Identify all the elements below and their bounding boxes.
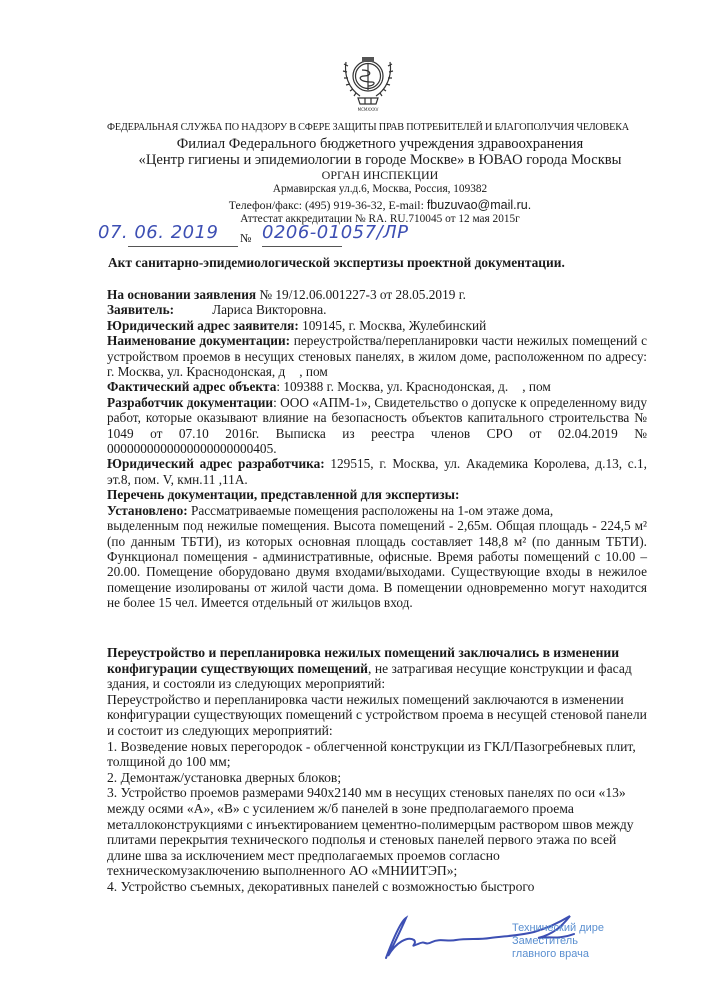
applicant-address-value: 109145, г. Москва, Жулебинский [298,317,487,333]
doc-name-value: переустройства/перепланировки части нежилых помещений с устройством проемов в несущих стеновых панелях, в жилом доме, расположенном по адресу: г. Москва, ул. Краснодонская, д [107,333,647,380]
object-address-label: Фактический адрес объекта [107,379,277,395]
measure-item: 2. Демонтаж/установка дверных блоков; [107,769,342,785]
stamp-line-1: Технический дире [512,922,605,934]
developer-line [107,395,647,457]
doc-list-label: Перечень документации, представленной для экспертизы: [107,487,460,503]
developer-label: Разработчик документации [107,394,274,410]
organ-title: ОРГАН ИНСПЕКЦИИ [321,168,439,182]
applicant-address-line [107,318,647,333]
rebuild-rest: , не затрагивая несущие конструкции и фасад здания, и состояли из следующих мероприятий: [107,660,632,692]
object-address-value: : 109388 г. Москва, ул. Краснодонская, д. [276,379,509,395]
established-line1: Рассматриваемые помещения расположены на 1-ом этаже дома, [187,502,554,518]
basis-label: На основании заявления [107,287,257,302]
object-address-line [107,379,647,394]
developer-value: : ООО «АПМ-1», Свидетельство о допуске к определенному виду работ, которые оказывают влияние на безопасность объектов капитального строительства № 1049 от 07.10 2016г. Выписка из реестра членов СРО от 02.04.2019 № 0000000000000000000000405. [107,394,647,457]
contact-line [20,198,707,213]
doc-list-line [107,487,647,502]
established-text: выделенным под нежилые помещения. Высота помещений - 2,65м. Общая площадь - 224,5 м² (по данным ТБТИ), из которых основная площадь составляет 148,8 м² (по данным ТБТИ). Функционал помещения - административные, офисные. Время работы помещений с 10.00 – 20.00. Помещение оборудовано двумя входами/выходами. Существующие входы в нежилое помещение изолированы от жилой части дома. В помещении одновременно могут находится не более 15 чел. Имеется отдельный от жильцов вход. [107,518,647,611]
measure-item: 1. Возведение новых перегородок - облегченной конструкции из ГКЛ/Пазогребневых плит, толщиной до 100 мм; [107,738,636,770]
developer-address-value: 129515, г. Москва, ул. Академика Королева, д.13, с.1, эт.8, пом. V, кмн.11 ,11А. [107,456,647,487]
rebuild-paragraph [107,645,647,692]
doc-name-line [107,333,647,379]
object-address-suffix: , пом [522,379,551,395]
phone-text: Телефон/факс: (495) 919-36-32, E-mail: [228,198,427,212]
applicant-line [107,302,647,317]
registration-date: 07. 06. 2019 [98,222,219,243]
measure-item: 3. Устройство проемов размерами 940х2140 мм в несущих стеновых панелях по оси «13» между осями «А», «В» с усилением ж/б панелей в зоне предполагаемого проема металлоконструкциями с инъектированием цементно-полимерцым раствором швов между плитами перекрытия технического подполья и стеновых панелей первого этажа по всей длине шва за исключением мест предполагаемых проемов согласно техническомузаключению выполненного АО «МНИИТЭП»; [107,785,634,879]
medical-emblem-icon [338,48,398,114]
number-underline [262,246,342,247]
developer-address-line [107,456,647,487]
doc-name-suffix: , пом [299,364,328,380]
doc-name-label: Наименование документации: [107,333,291,349]
branch-name-line2: «Центр гигиены и эпидемиологии в городе Москве» в ЮВАО города Москвы [138,152,622,168]
works-section [107,645,647,895]
accreditation-line: Аттестат аккредитации № RA. RU.710045 от 12 мая 2015г [240,213,520,225]
stamp-line-2: Заместитель [512,935,578,947]
svg-text:MCMXXXV: MCMXXXV [357,107,379,112]
number-sign: № [240,231,252,245]
branch-name-line1: Филиал Федерального бюджетного учреждения здравоохранения [176,136,584,152]
rebuild-paragraph-2: Переустройство и перепланировка части нежилых помещений заключаются в изменении конфигурации существующих помещений с устройством проема в несущей стеновой панели и состоит из следующих мероприятий: [107,691,647,738]
established-label: Установлено: [107,502,188,518]
registration-number: 0206-01057/ЛР [262,222,409,243]
basis-value: № 19/12.06.001227-3 от 28.05.2019 г. [256,287,466,302]
developer-address-label: Юридический адрес разработчика: [107,456,325,472]
established-line [107,503,647,518]
applicant-address-label: Юридический адрес заявителя: [107,317,299,333]
applicant-value: Лариса Викторовна. [212,302,327,318]
email-link[interactable]: fbuzuvao@mail.ru. [426,198,532,212]
organ-address: Армавирская ул.д.6, Москва, Россия, 109382 [272,183,488,195]
document-title: Акт санитарно-эпидемиологической экспертизы проектной документации. [108,255,565,270]
basis-line [107,287,647,302]
applicant-label: Заявитель: [107,302,175,318]
rebuild-bold: Переустройство и перепланировка нежилых помещений заключались в изменении конфигурации существующих помещений [107,645,620,676]
stamp-line-3: главного врача [512,948,589,960]
document-body [107,287,647,611]
date-underline [128,246,238,247]
measure-item: 4. Устройство съемных, декоративных панелей с возможностью быстрого [107,878,535,894]
agency-name: ФЕДЕРАЛЬНАЯ СЛУЖБА ПО НАДЗОРУ В СФЕРЕ ЗАЩИТЫ ПРАВ ПОТРЕБИТЕЛЕЙ И БЛАГОПОЛУЧИЯ ЧЕЛОВЕКА [107,122,629,133]
signature-stamp [512,922,604,961]
